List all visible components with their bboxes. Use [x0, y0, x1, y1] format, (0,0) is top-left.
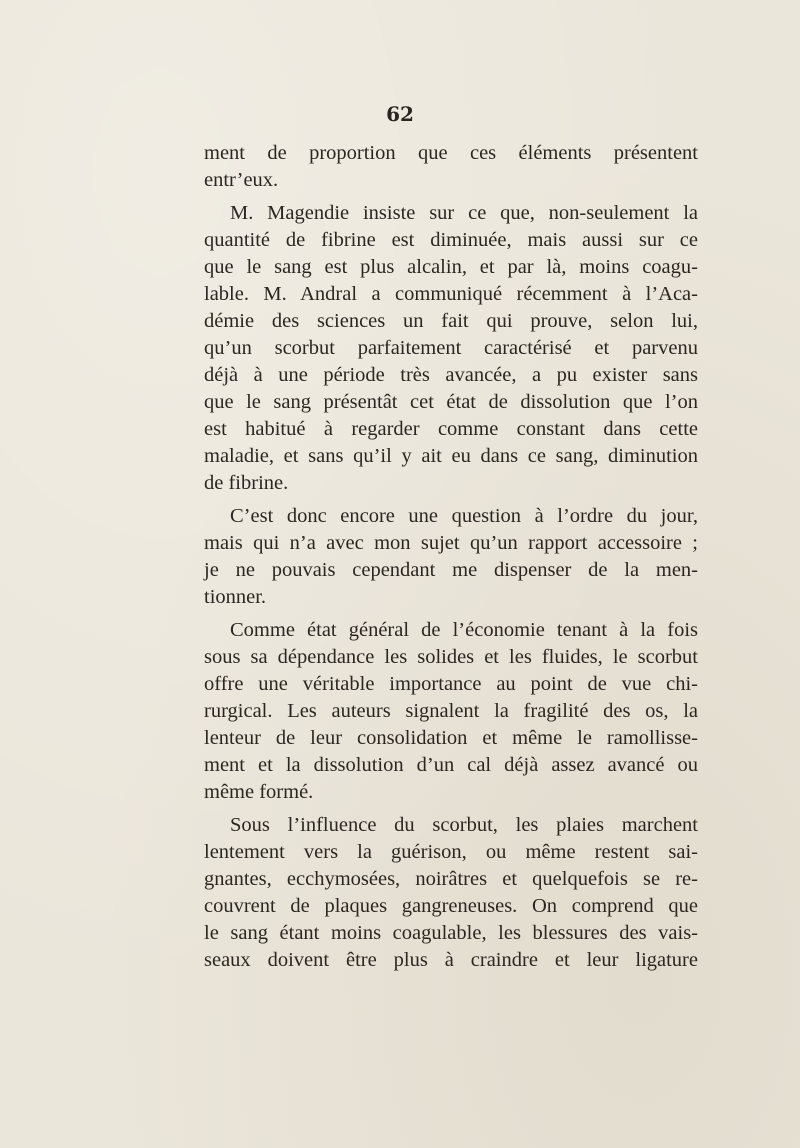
paragraph — [204, 200, 698, 497]
page-number: 62 — [386, 102, 414, 126]
paragraph — [204, 503, 698, 611]
text-line: sous sa dépendance les solides et les fluides, le scorbut — [204, 646, 698, 668]
text-line: C’est donc encore une question à l’ordre du jour, — [230, 505, 698, 527]
text-line: de fibrine. — [204, 472, 289, 494]
text-line: même formé. — [204, 781, 314, 803]
text-line: maladie, et sans qu’il y ait eu dans ce sang, diminution — [204, 445, 698, 467]
text-line: mais qui n’a avec mon sujet qu’un rapport accessoire ; — [204, 532, 698, 554]
text-line: ment et la dissolution d’un cal déjà assez avancé ou — [204, 754, 698, 776]
text-line: gnantes, ecchymosées, noirâtres et quelquefois se re- — [204, 868, 698, 890]
text-line: lable. M. Andral a communiqué récemment à l’Aca- — [204, 283, 698, 305]
text-line: tionner. — [204, 586, 267, 608]
text-line: déjà à une période très avancée, a pu exister sans — [204, 364, 698, 386]
text-line: Comme état général de l’économie tenant à la fois — [230, 619, 698, 641]
text-line: qu’un scorbut parfaitement caractérisé et parvenu — [204, 337, 698, 359]
text-line: que le sang est plus alcalin, et par là, moins coagu- — [204, 256, 698, 278]
text-line: est habitué à regarder comme constant dans cette — [204, 418, 698, 440]
text-line: je ne pouvais cependant me dispenser de la men- — [204, 559, 698, 581]
paragraph — [204, 617, 698, 806]
text-line: lentement vers la guérison, ou même restent sai- — [204, 841, 698, 863]
paragraph — [204, 812, 698, 974]
body-text — [204, 140, 698, 974]
text-line: quantité de fibrine est diminuée, mais aussi sur ce — [204, 229, 698, 251]
text-line: que le sang présentât cet état de dissolution que l’on — [204, 391, 698, 413]
text-line: entr’eux. — [204, 169, 279, 191]
text-line: démie des sciences un fait qui prouve, selon lui, — [204, 310, 698, 332]
text-line: le sang étant moins coagulable, les blessures des vais- — [204, 922, 698, 944]
text-line: ment de proportion que ces éléments présentent — [204, 142, 698, 164]
text-line: Sous l’influence du scorbut, les plaies marchent — [230, 814, 698, 836]
text-line: lenteur de leur consolidation et même le ramollisse- — [204, 727, 698, 749]
text-line: M. Magendie insiste sur ce que, non-seulement la — [230, 202, 698, 224]
text-line: rurgical. Les auteurs signalent la fragilité des os, la — [204, 700, 698, 722]
paragraph — [204, 140, 698, 194]
text-line: couvrent de plaques gangreneuses. On comprend que — [204, 895, 698, 917]
text-line: offre une véritable importance au point de vue chi- — [204, 673, 698, 695]
text-line: seaux doivent être plus à craindre et leur ligature — [204, 949, 698, 971]
